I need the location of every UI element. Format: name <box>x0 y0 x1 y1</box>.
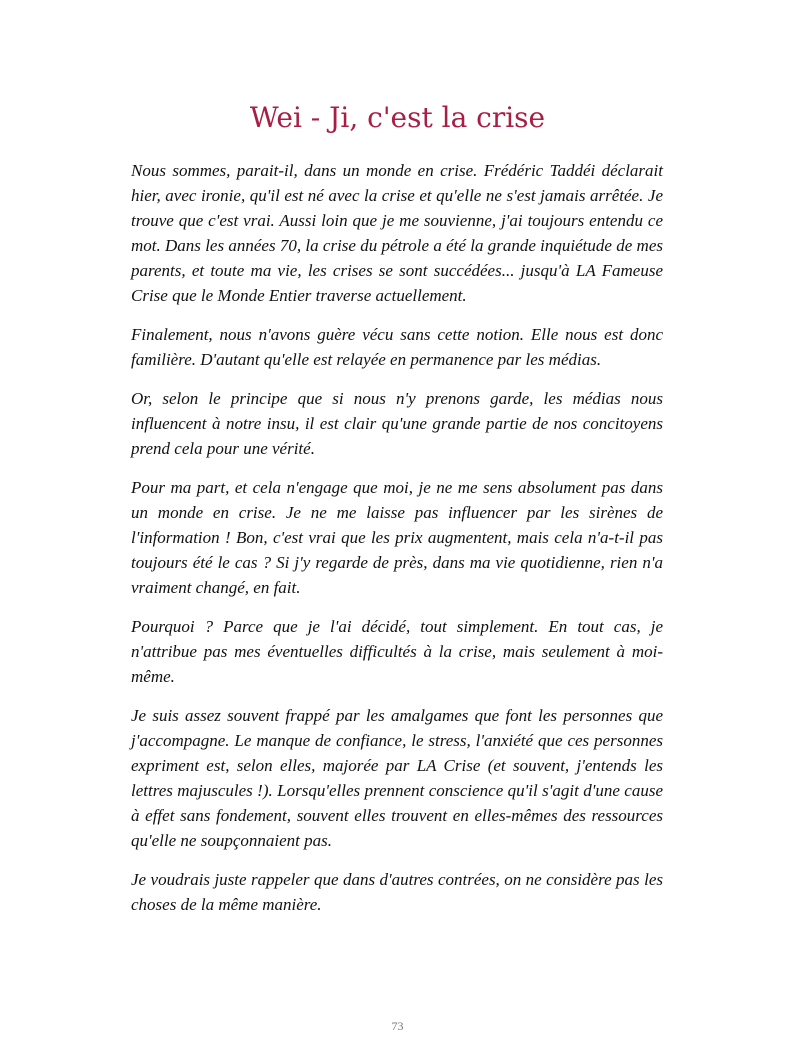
paragraph: Nous sommes, parait-il, dans un monde en crise. Frédéric Taddéi déclarait hier, avec ironie, qu'il est né avec la crise et qu'elle ne s'est jamais arrêtée. Je trouve que c'est vrai. Aussi loin que je me souvienne, j'ai toujours entendu ce mot. Dans les années 70, la crise du pétrole a été la grande inquiétude de mes parents, et toute ma vie, les crises se sont succédées... jusqu'à LA Fameuse Crise que le Monde Entier traverse actuellement. <box>131 161 663 305</box>
paragraph: Or, selon le principe que si nous n'y prenons garde, les médias nous influencent à notre insu, il est clair qu'une grande partie de nos concitoyens prend cela pour une vérité. <box>131 389 663 458</box>
paragraph: Finalement, nous n'avons guère vécu sans cette notion. Elle nous est donc familière. D'autant qu'elle est relayée en permanence par les médias. <box>131 325 663 369</box>
paragraph: Je voudrais juste rappeler que dans d'autres contrées, on ne considère pas les choses de la même manière. <box>131 870 663 914</box>
paragraph: Pour ma part, et cela n'engage que moi, je ne me sens absolument pas dans un monde en crise. Je ne me laisse pas influencer par les sirènes de l'information ! Bon, c'est vrai que les prix augmentent, mais cela n'a-t-il pas toujours été le cas ? Si j'y regarde de près, dans ma vie quotidienne, rien n'a vraiment changé, en fait. <box>131 478 663 597</box>
paragraph: Pourquoi ? Parce que je l'ai décidé, tout simplement. En tout cas, je n'attribue pas mes éventuelles difficultés à la crise, mais seulement à moi-même. <box>131 617 663 686</box>
chapter-body <box>131 158 663 931</box>
paragraph: Je suis assez souvent frappé par les amalgames que font les personnes que j'accompagne. Le manque de confiance, le stress, l'anxiété que ces personnes expriment est, selon elles, majorée par LA Crise (et souvent, j'entends les lettres majuscules !). Lorsqu'elles prennent conscience qu'il s'agit d'une cause à effet sans fondement, souvent elles trouvent en elles-mêmes des ressources qu'elle ne soupçonnaient pas. <box>131 706 663 850</box>
chapter-title: Wei - Ji, c'est la crise <box>249 101 546 134</box>
page-number: 73 <box>391 1019 404 1033</box>
